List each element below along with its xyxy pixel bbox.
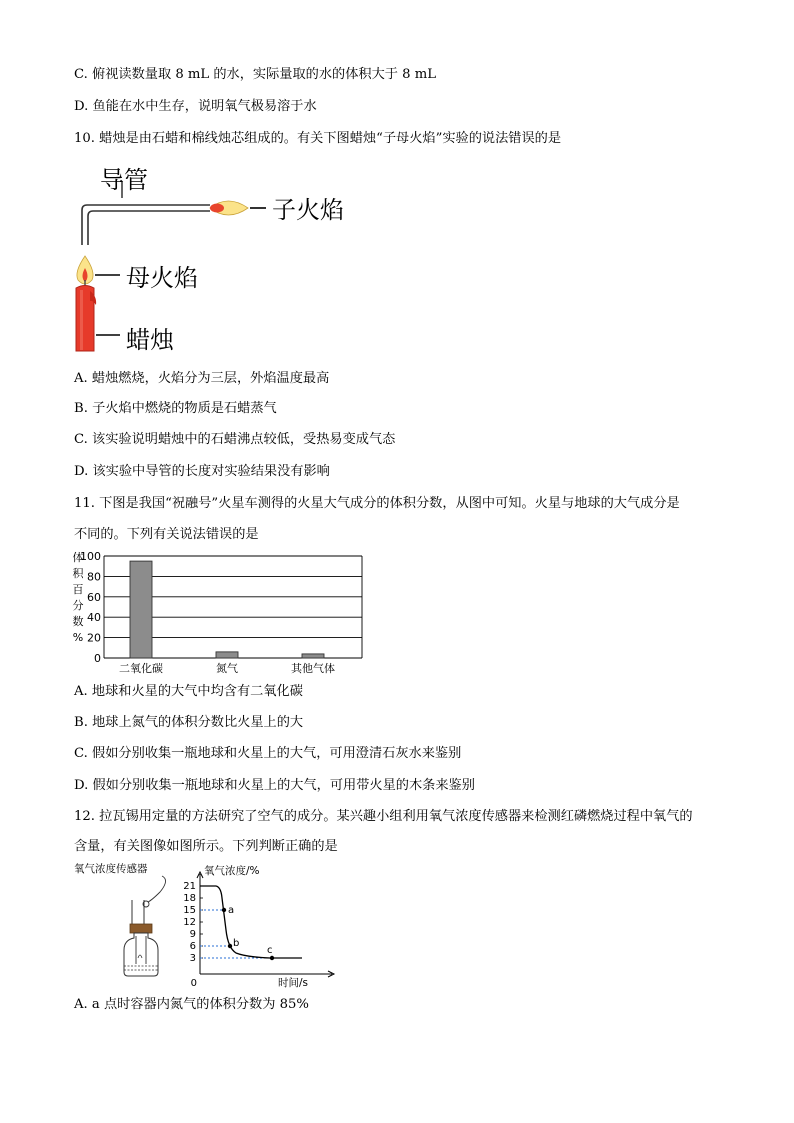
graph-ytick: 21: [183, 881, 196, 892]
y-tick-label: 40: [87, 611, 101, 625]
mars-atmosphere-bar-chart: [68, 548, 368, 676]
y-axis-label-char: 体: [72, 551, 84, 564]
x-tick-label: 其他气体: [291, 662, 335, 675]
graph-ytick: 12: [183, 917, 196, 928]
bar: [130, 561, 152, 658]
q10-option-a: A. 蜡烛燃烧，火焰分为三层，外焰温度最高: [74, 371, 330, 386]
graph-ytick: 9: [189, 929, 196, 940]
q11-option-c: C. 假如分别收集一瓶地球和火星上的大气，可用澄清石灰水来鉴别: [74, 746, 462, 761]
graph-y-label: 氧气浓度/%: [204, 865, 260, 877]
q12-stem-line1: 12. 拉瓦锡用定量的方法研究了空气的成分。某兴趣小组利用氧气浓度传感器来检测红磷燃烧过程中氧气的: [74, 809, 693, 824]
graph-ytick: 6: [189, 941, 196, 952]
x-tick-labels: [119, 661, 335, 675]
y-axis-label-char: 分: [72, 599, 84, 612]
candle-flame-figure: [70, 160, 370, 360]
q9-option-d: D. 鱼能在水中生存，说明氧气极易溶于水: [74, 99, 317, 114]
q10-stem: 10. 蜡烛是由石蜡和棉线烛芯组成的。有关下图蜡烛“子母火焰”实验的说法错误的是: [74, 131, 562, 146]
graph-ytick: 3: [189, 953, 196, 964]
chart-bars: [130, 561, 324, 658]
candle-icon: [76, 280, 96, 351]
y-tick-label: 100: [80, 550, 101, 563]
candle-label: 蜡烛: [126, 326, 174, 354]
y-tick-label: 0: [94, 652, 101, 665]
tube-label: 导管: [100, 166, 148, 194]
point-a-label: a: [228, 905, 235, 916]
bar: [302, 654, 324, 658]
q11-stem-line2: 不同的。下列有关说法错误的是: [74, 527, 259, 542]
y-tick-label: 60: [87, 590, 101, 604]
point-b-label: b: [233, 938, 240, 949]
oxygen-curve: [200, 886, 302, 958]
point-c-label: c: [267, 945, 273, 956]
mother-flame-icon: [77, 256, 93, 284]
q12-option-a: A. a 点时容器内氮气的体积分数为 85%: [74, 997, 309, 1012]
y-axis-label: [73, 550, 85, 644]
q12-stem-line2: 含量，有关图像如图所示。下列判断正确的是: [74, 839, 338, 854]
flask-apparatus-icon: [124, 900, 158, 976]
x-tick-label: 氮气: [216, 662, 238, 675]
q10-option-d: D. 该实验中导管的长度对实验结果没有影响: [74, 464, 330, 479]
bar: [216, 652, 238, 658]
y-tick-label: 80: [87, 570, 101, 584]
q10-option-b: B. 子火焰中燃烧的物质是石蜡蒸气: [74, 401, 277, 416]
y-axis-label-char: 数: [72, 615, 84, 628]
point-b: [228, 944, 232, 948]
q11-option-a: A. 地球和火星的大气中均含有二氧化碳: [74, 684, 303, 699]
q11-option-d: D. 假如分别收集一瓶地球和火星上的大气，可用带火星的木条来鉴别: [74, 778, 475, 793]
mother-flame-label: 母火焰: [126, 264, 198, 292]
child-flame-icon: [210, 201, 248, 215]
x-tick-label: 二氧化碳: [119, 662, 163, 675]
y-axis-label-char: %: [72, 631, 84, 644]
q11-stem-line1: 11. 下图是我国“祝融号”火星车测得的火星大气成分的体积分数，从图中可知。火星与地球的大气成分是: [74, 496, 680, 511]
sensor-label: 氧气浓度传感器: [74, 863, 148, 875]
oxygen-sensor-figure: [70, 860, 350, 990]
point-c: [270, 956, 274, 960]
q10-option-c: C. 该实验说明蜡烛中的石蜡沸点较低，受热易变成气态: [74, 432, 396, 447]
y-tick-label: 20: [87, 631, 101, 645]
child-flame-label: 子火焰: [272, 196, 344, 224]
q11-option-b: B. 地球上氮气的体积分数比火星上的大: [74, 715, 304, 730]
y-axis-label-char: 百: [72, 583, 84, 596]
graph-ytick: 18: [183, 893, 196, 904]
q9-option-c: C. 俯视读数量取 8 mL 的水，实际量取的水的体积大于 8 mL: [74, 67, 437, 82]
point-a: [222, 908, 226, 912]
graph-x-label: 时间/s: [278, 977, 309, 989]
graph-origin-label: 0: [190, 978, 197, 989]
y-axis-label-char: 积: [72, 567, 84, 580]
graph-ytick: 15: [183, 905, 196, 916]
